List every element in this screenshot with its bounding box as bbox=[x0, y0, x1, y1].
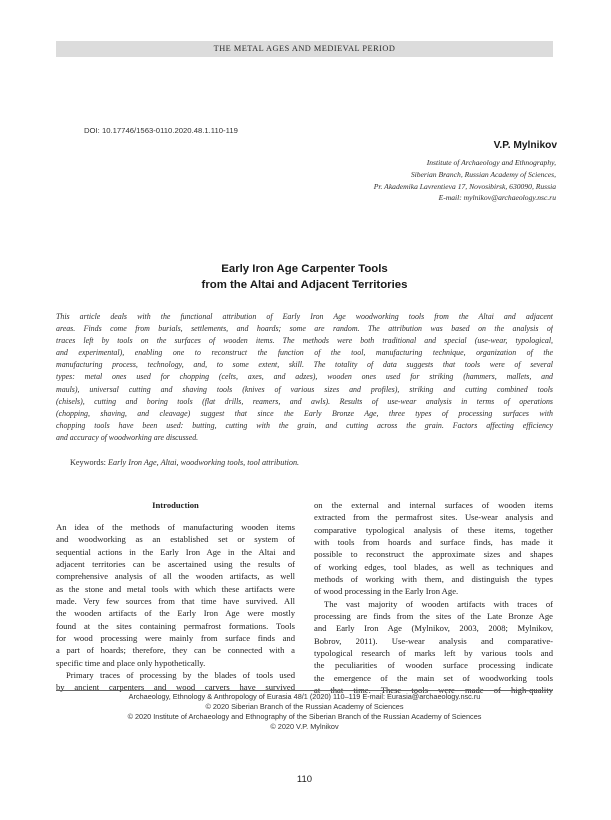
body-line: of wood processing in the Early Iron Age. bbox=[314, 586, 459, 597]
body-line: of working edges, tool blades, as well as techniques and bbox=[314, 561, 553, 572]
body-line: the wooden artifacts of the Early Iron Age were mostly bbox=[56, 608, 295, 619]
article-title-line-2: from the Altai and Adjacent Territories bbox=[201, 279, 408, 291]
body-line: typological research of marks left by various tools and bbox=[314, 648, 553, 659]
body-line: a part of hoards; therefore, they can be connected with a bbox=[56, 645, 295, 656]
abstract-line: chopping tools have been used: butting, cutting with the grain, and cutting across the grain. Factors affecting efficiency bbox=[56, 420, 553, 430]
running-header-band bbox=[56, 41, 553, 57]
running-header-title: THE METAL AGES AND MEDIEVAL PERIOD bbox=[213, 44, 396, 53]
affiliation-line: Pr. Akademika Lavrentieva 17, Novosibirsk, 630090, Russia bbox=[373, 181, 556, 191]
body-line: comparative typological analysis of these items, together bbox=[314, 524, 553, 535]
body-line: the peculiarities of wooden surface processing indicate bbox=[314, 660, 553, 671]
abstract-line: and experimental), enabling one to reconstruct the function of the tool, manufacturing technique, organization of the bbox=[56, 348, 553, 358]
abstract bbox=[56, 311, 553, 444]
body-right-column bbox=[314, 499, 553, 697]
footer-journal-line: Archaeology, Ethnology & Anthropology of Eurasia 48/1 (2020) 110–119 E-mail: Eurasia@archaeology.nsc.ru bbox=[128, 692, 481, 701]
body-line: An idea of the methods of manufacturing wooden items bbox=[56, 522, 295, 532]
body-line: on the external and internal surfaces of wooden items bbox=[314, 500, 553, 510]
body-line: Bobrov, 2011). Use-wear analysis and comparative- bbox=[314, 635, 553, 646]
article-title-line-1: Early Iron Age Carpenter Tools bbox=[221, 263, 388, 275]
author-email: E-mail: mylnikov@archaeology.nsc.ru bbox=[438, 193, 556, 203]
author-affiliation bbox=[236, 157, 556, 204]
body-line: by ancient carpenters and wood carvers have survived bbox=[56, 682, 295, 693]
keywords-value: Early Iron Age, Altai, woodworking tools, tool attribution. bbox=[107, 458, 300, 467]
body-line: adjacent territories can be ascertained using the results of bbox=[56, 559, 295, 570]
affiliation-line: Institute of Archaeology and Ethnography, bbox=[426, 158, 556, 167]
body-line: comprehensive analysis of all the wooden artifacts, as well bbox=[56, 571, 295, 582]
body-line: and Early Iron Age (Mylnikov, 2003, 2008; Mylnikov, bbox=[314, 623, 553, 634]
body-left-column bbox=[56, 521, 295, 694]
affiliation-line: Siberian Branch, Russian Academy of Sciences, bbox=[410, 169, 556, 179]
abstract-line: (chisels), cutting and boring tools (flat drills, reamers, and awls). Results of use-wear analysis in terms of operations bbox=[56, 396, 553, 406]
footer-copyright-author: © 2020 V.P. Mylnikov bbox=[270, 722, 339, 731]
body-line: as the stone and metal tools with which these artifacts were bbox=[56, 583, 295, 594]
body-line: at that time. These tools were made of high-quality bbox=[314, 685, 553, 696]
body-line: and woodworking as an established set or system of bbox=[56, 534, 295, 545]
keywords bbox=[70, 458, 299, 467]
body-line: specific time and place only hypothetically. bbox=[56, 657, 206, 668]
footer-copyright-institute: © 2020 Institute of Archaeology and Ethnography of the Siberian Branch of the Russian Academy of Sciences bbox=[127, 712, 482, 721]
abstract-line: This article deals with the functional attribution of Early Iron Age woodworking tools from the Altai and adjacent bbox=[56, 312, 553, 321]
author-name: V.P. Mylnikov bbox=[493, 140, 557, 151]
body-line: the emergence of the main set of woodworking tools bbox=[314, 672, 553, 683]
abstract-line: manufacturing process, technology, and, to some extent, skill. The totality of data suggests that tools were of several bbox=[56, 360, 553, 370]
body-line: methods of working with them, and distinguish the types bbox=[314, 574, 553, 585]
abstract-line: traces left by tools on the surfaces of wooden items. The methods were both traditional and special (use-wear, typological, bbox=[56, 336, 553, 346]
body-line: sequential actions in the Early Iron Age in the Altai and bbox=[56, 546, 295, 557]
abstract-line: types: metal ones used for chopping (celts, axes, and adzes), wooden ones used for striking (hammers, mallets, and bbox=[56, 372, 553, 382]
abstract-line: mauls), universal cutting and shaving tools (knives of various sizes and profiles), striking and cutting combined tools bbox=[56, 384, 553, 394]
body-line: possible to reconstruct the approximate sizes and shapes bbox=[314, 549, 553, 560]
body-line: Primary traces of processing by the blades of tools used bbox=[66, 670, 295, 681]
body-line: extracted from the permafrost sites. Use-wear analysis and bbox=[314, 512, 553, 523]
body-line: with tools from hoards and surface finds, has made it bbox=[314, 537, 553, 548]
abstract-line: areas. Finds come from burials, settlements, and hoards; some are random. The attribution was based on the analysis of bbox=[56, 324, 553, 334]
section-heading-introduction: Introduction bbox=[152, 500, 199, 510]
body-line: for wood processing were mainly from surface finds and bbox=[56, 633, 295, 644]
footer-divider bbox=[56, 690, 553, 691]
body-line: found at the sites containing permafrost formations. Tools bbox=[56, 620, 295, 631]
body-line: The vast majority of wooden artifacts with traces of bbox=[324, 598, 553, 609]
body-line: made. Very few sources from that time have survived. All bbox=[56, 596, 295, 607]
page-number: 110 bbox=[296, 774, 313, 785]
doi-text: DOI: 10.17746/1563-0110.2020.48.1.110-119 bbox=[84, 126, 238, 135]
keywords-label: Keywords: bbox=[70, 458, 106, 467]
footer-copyright-sb-ras: © 2020 Siberian Branch of the Russian Academy of Sciences bbox=[205, 702, 404, 711]
abstract-line: and accuracy of woodworking are discussed. bbox=[56, 432, 199, 442]
body-line: processing are finds from the sites of the Late Bronze Age bbox=[314, 611, 553, 622]
abstract-line: (chopping, shaving, and cleavage) suggest that since the Early Bronze Age, three types of processing surfaces with bbox=[56, 408, 553, 418]
